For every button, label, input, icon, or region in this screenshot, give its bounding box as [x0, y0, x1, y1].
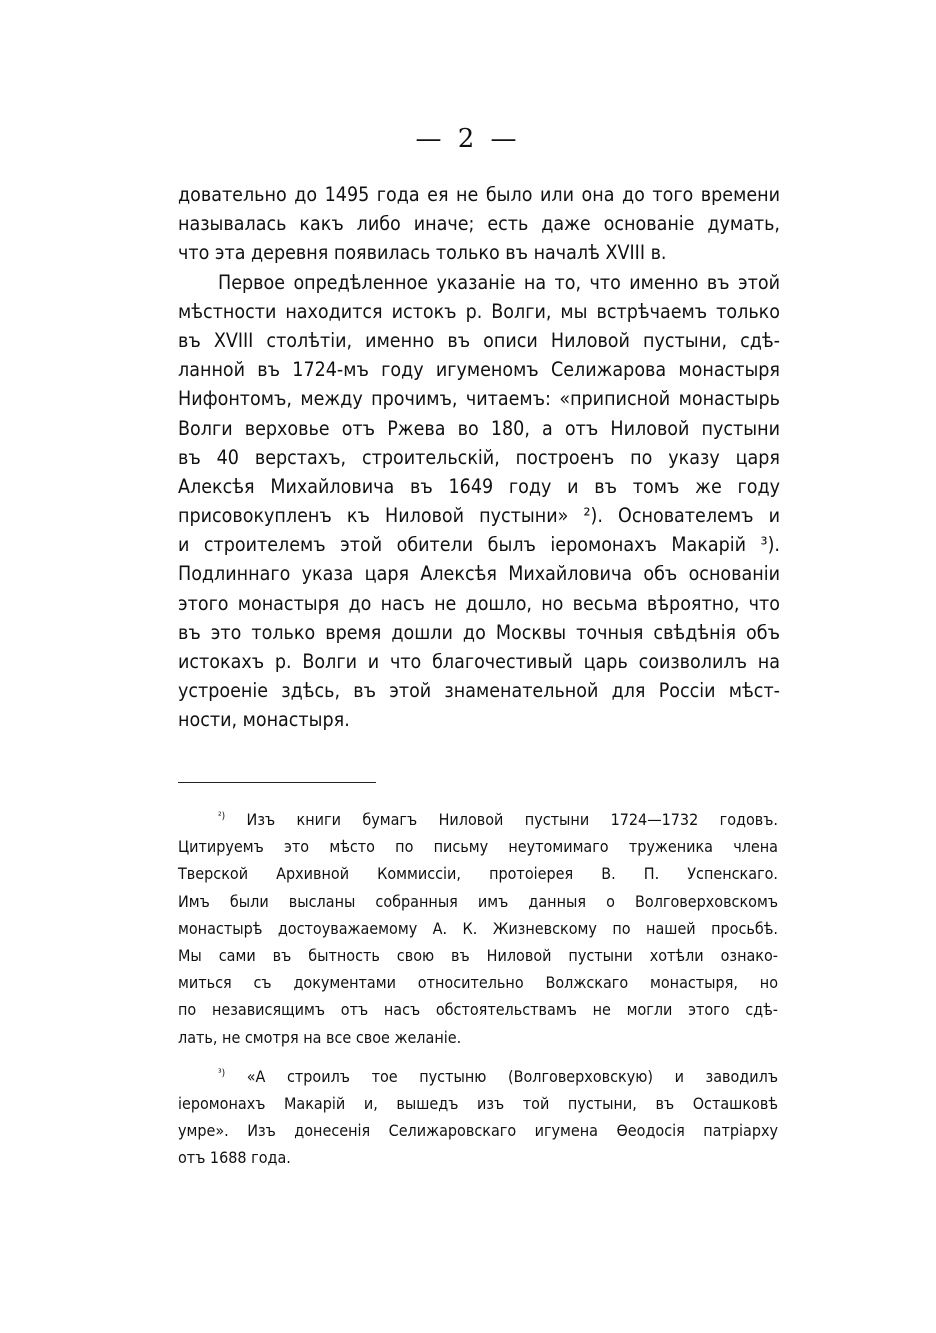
footnote-line: Имъ были высланы собранныя имъ данныя о Волговерховскомъ [178, 891, 778, 911]
footnote-line: Мы сами въ бытность свою въ Ниловой пустыни хотѣли ознако- [178, 945, 778, 965]
text-line: Подлиннаго указа царя Алексѣя Михайловича объ основаніи [178, 562, 780, 586]
text-line: Нифонтомъ, между прочимъ, читаемъ: «приписной монастырь [178, 387, 780, 411]
footnote-text: Изъ книги бумагъ Ниловой пустыни 1724—1732 годовъ. [246, 810, 778, 829]
footnote-line: по независящимъ отъ насъ обстоятельствамъ не могли этого сдѣ- [178, 1000, 778, 1020]
footnote-2 [178, 806, 778, 1051]
text-line: Первое опредѣленное указаніе на то, что именно въ этой [218, 270, 780, 294]
footnote-separator [178, 782, 376, 783]
footnote-line: лать, не смотря на все свое желаніе. [178, 1027, 462, 1047]
footnote-line: Тверской Архивной Коммиссіи, протоіерея В. П. Успенскаго. [178, 864, 778, 884]
text-line: въ это только время дошли до Москвы точныя свѣдѣнія объ [178, 620, 780, 644]
main-text [178, 180, 780, 735]
text-line: ности, монастыря. [178, 708, 350, 732]
text-line: довательно до 1495 года ея не было или она до того времени [178, 183, 780, 206]
footnote-3 [178, 1063, 778, 1172]
text-line: ланной въ 1724-мъ году игуменомъ Селижарова монастыря [178, 358, 780, 382]
text-line: устроеніе здѣсь, въ этой знаменательной для Россіи мѣст- [178, 679, 780, 703]
text-line: истокахъ р. Волги и что благочестивый царь соизволилъ на [178, 650, 780, 673]
text-line: въ 40 верстахъ, строительскій, построенъ по указу царя [178, 445, 780, 469]
text-line: Волги верховье отъ Ржева во 180, а отъ Ниловой пустыни [178, 416, 780, 440]
footnote-line: монастырѣ достоуважаемому А. К. Жизневскому по нашей просьбѣ. [178, 918, 778, 938]
text-line: этого монастыря до насъ не дошло, но весьма вѣроятно, что [178, 591, 780, 615]
text-line: присовокупленъ къ Ниловой пустыни» ²). Основателемъ и [178, 504, 780, 528]
text-line: называлась какъ либо иначе; есть даже основаніе думать, [178, 212, 780, 236]
text-line: Алексѣя Михайловича въ 1649 году и въ томъ же году [178, 474, 780, 498]
footnote-text: «А строилъ тое пустыню (Волговерховскую) и заводилъ [246, 1066, 778, 1086]
text-line: мѣстности находится истокъ р. Волги, мы встрѣчаемъ только [178, 299, 780, 323]
footnote-marker: ³) [218, 1067, 226, 1079]
page-number: — 2 — [415, 124, 521, 154]
text-line: въ XVIII столѣтіи, именно въ описи Ниловой пустыни, сдѣ- [178, 328, 780, 352]
footnote-line: миться съ документами относительно Волжскаго монастыря, но [178, 973, 778, 993]
text-line: и строителемъ этой обители былъ іеромонахъ Макарій ³). [178, 533, 780, 557]
footnote-line: іеромонахъ Макарій и, вышедъ изъ той пустыни, въ Осташковѣ [178, 1093, 778, 1113]
text-line: что эта деревня появилась только въ началѣ XVIII в. [178, 241, 667, 265]
footnote-line: умре». Изъ донесенія Селижаровскаго игумена Ѳеодосія патріарху [178, 1121, 778, 1141]
footnote-line [178, 1063, 778, 1090]
footnote-line [178, 806, 778, 833]
footnote-marker: ²) [218, 811, 226, 822]
footnotes [178, 806, 778, 1171]
footnote-line: отъ 1688 года. [178, 1148, 291, 1168]
footnote-line: Цитируемъ это мѣсто по письму неутомимаго труженика члена [178, 837, 778, 857]
